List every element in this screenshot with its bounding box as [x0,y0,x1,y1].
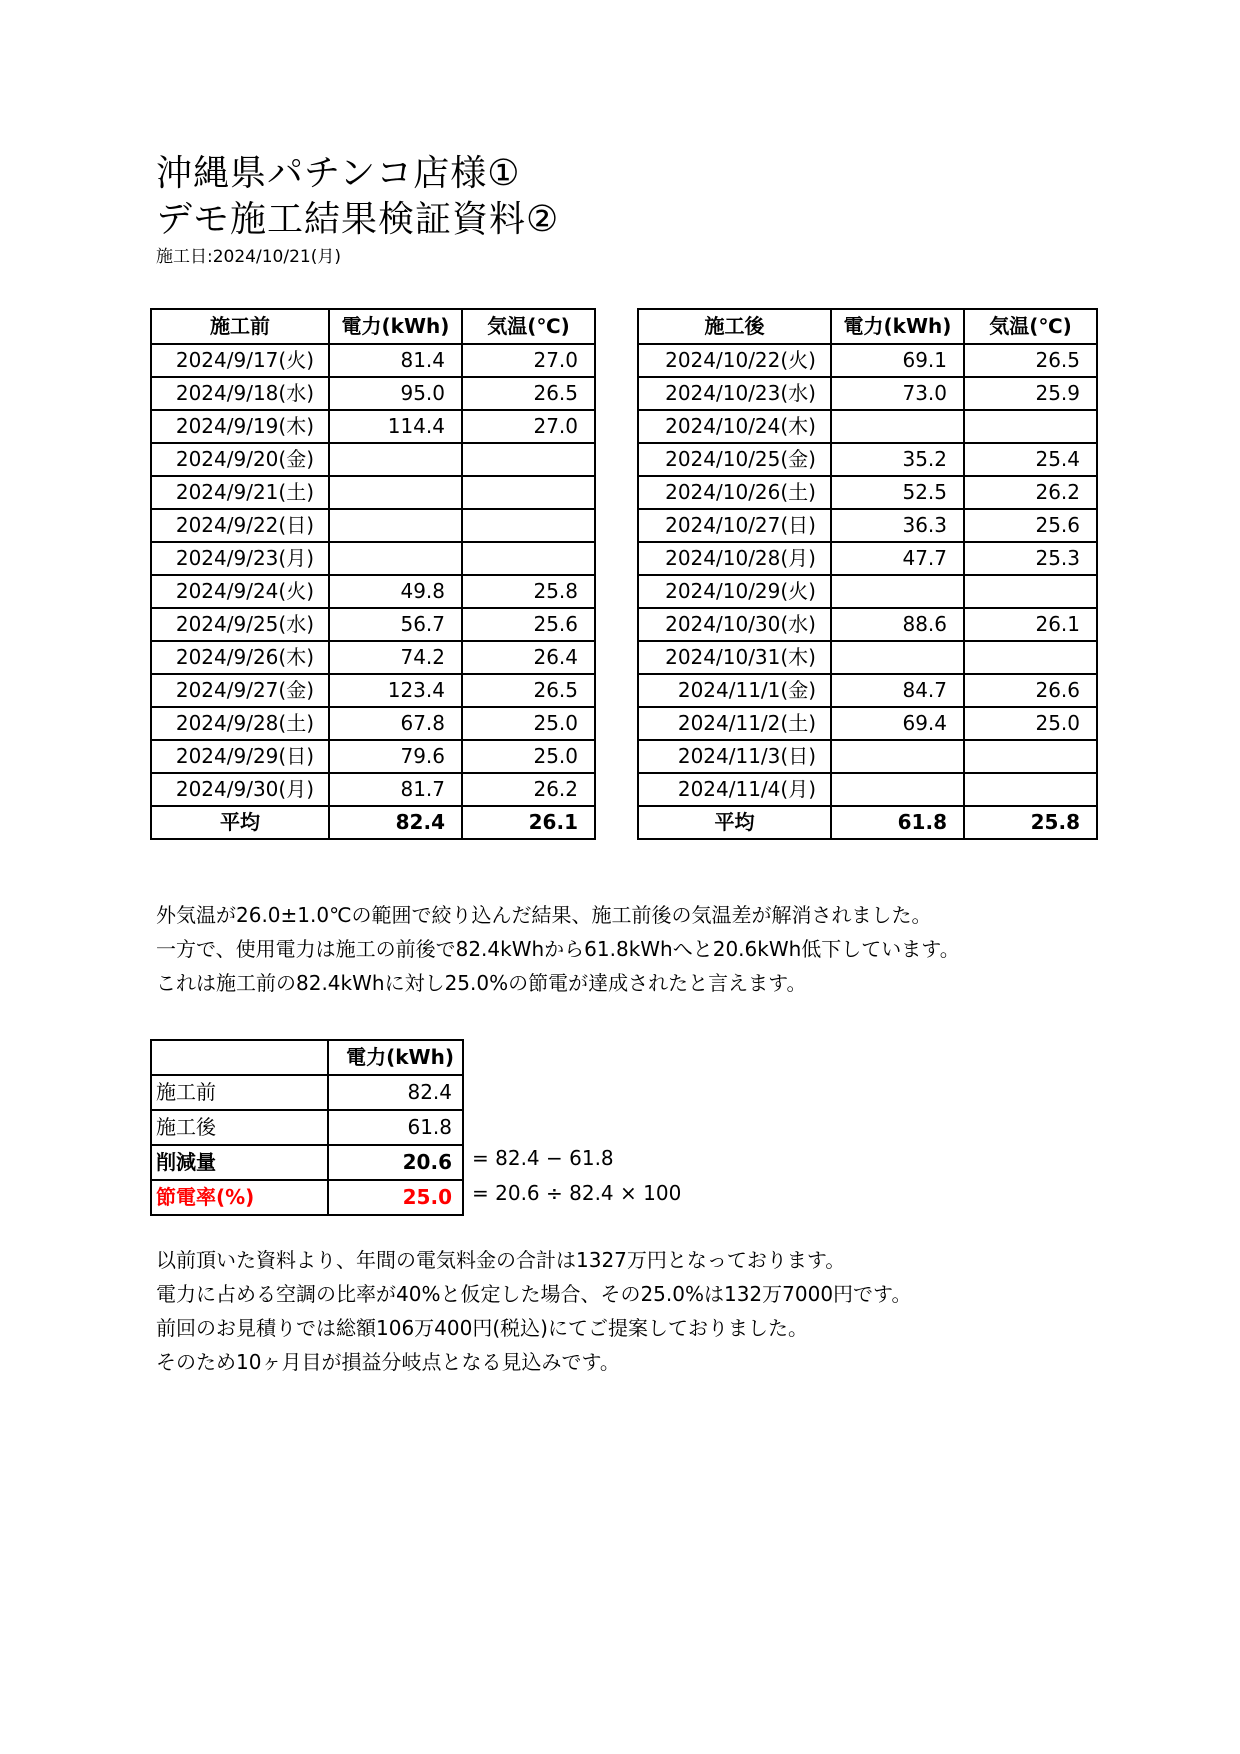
paragraph-line: そのため10ヶ月目が損益分岐点となる見込みです。 [156,1350,620,1374]
table-row [638,410,1097,443]
table-row [638,344,1097,377]
table-row [151,608,595,641]
table-row [151,377,595,410]
table-row [151,443,595,476]
result-paragraph [156,898,960,1000]
summary-table [150,1039,464,1216]
summary-row-after [151,1110,463,1145]
average-power: 82.4 [329,806,462,839]
row-label: 節電率(%) [151,1180,328,1215]
power-cell [831,575,964,608]
date-cell: 2024/11/4(月) [638,773,831,806]
power-cell: 73.0 [831,377,964,410]
temp-cell [964,740,1097,773]
average-temp: 25.8 [964,806,1097,839]
power-cell: 49.8 [329,575,462,608]
table-header-row [638,309,1097,344]
date-cell: 2024/11/2(土) [638,707,831,740]
paragraph-line: 電力に占める空調の比率が40%と仮定した場合、その25.0%は132万7000円です。 [156,1282,912,1306]
row-value: 25.0 [328,1180,463,1215]
power-cell [329,542,462,575]
date-cell: 2024/9/24(火) [151,575,329,608]
table-row [151,509,595,542]
date-cell: 2024/9/26(木) [151,641,329,674]
temp-cell: 25.4 [964,443,1097,476]
average-row [638,806,1097,839]
row-value: 61.8 [328,1110,463,1145]
temp-cell [964,773,1097,806]
date-cell: 2024/10/29(火) [638,575,831,608]
date-cell: 2024/10/23(水) [638,377,831,410]
row-label: 施工前 [151,1075,328,1110]
temp-cell: 27.0 [462,344,595,377]
table-row [151,641,595,674]
table-row [638,542,1097,575]
date-cell: 2024/9/17(火) [151,344,329,377]
power-cell: 81.4 [329,344,462,377]
paragraph-line: これは施工前の82.4kWhに対し25.0%の節電が達成されたと言えます。 [156,971,807,995]
temp-cell: 26.5 [462,674,595,707]
table-row [638,377,1097,410]
power-cell: 69.1 [831,344,964,377]
date-cell: 2024/9/19(木) [151,410,329,443]
temp-cell [964,410,1097,443]
cost-paragraph [156,1243,911,1379]
summary-row-saving-rate [151,1180,463,1215]
date-cell: 2024/10/28(月) [638,542,831,575]
document-title-line2: デモ施工結果検証資料② [156,199,560,240]
row-value: 82.4 [328,1075,463,1110]
power-cell [831,740,964,773]
row-value: 20.6 [328,1145,463,1180]
paragraph-line: 以前頂いた資料より、年間の電気料金の合計は1327万円となっております。 [156,1248,846,1272]
paragraph-line: 一方で、使用電力は施工の前後で82.4kWhから61.8kWhへと20.6kWh低下しています。 [156,937,960,961]
temp-cell: 25.9 [964,377,1097,410]
power-cell: 81.7 [329,773,462,806]
average-temp: 26.1 [462,806,595,839]
paragraph-line: 外気温が26.0±1.0℃の範囲で絞り込んだ結果、施工前後の気温差が解消されました。 [156,903,932,927]
header-blank [151,1040,328,1075]
header-temp: 気温(℃) [462,309,595,344]
table-row [151,707,595,740]
date-cell: 2024/11/3(日) [638,740,831,773]
temp-cell: 25.6 [964,509,1097,542]
temp-cell: 26.1 [964,608,1097,641]
temp-cell: 25.3 [964,542,1097,575]
power-cell: 69.4 [831,707,964,740]
average-label: 平均 [638,806,831,839]
average-row [151,806,595,839]
date-cell: 2024/10/26(土) [638,476,831,509]
power-cell: 52.5 [831,476,964,509]
table-row [638,443,1097,476]
temp-cell: 25.6 [462,608,595,641]
temp-cell [462,542,595,575]
table-row [638,641,1097,674]
header-power: 電力(kWh) [329,309,462,344]
temp-cell [964,641,1097,674]
table-row [638,509,1097,542]
temp-cell: 26.6 [964,674,1097,707]
power-cell: 47.7 [831,542,964,575]
saving-rate-formula: = 20.6 ÷ 82.4 × 100 [472,1181,682,1205]
before-construction-table [150,308,596,840]
temp-cell [964,575,1097,608]
temp-cell: 25.0 [462,740,595,773]
temp-cell: 25.0 [462,707,595,740]
temp-cell [462,509,595,542]
power-cell: 56.7 [329,608,462,641]
date-cell: 2024/9/28(土) [151,707,329,740]
header-power: 電力(kWh) [328,1040,463,1075]
work-date: 施工日:2024/10/21(月) [156,247,341,267]
header-temp: 気温(℃) [964,309,1097,344]
power-cell: 88.6 [831,608,964,641]
power-cell [329,509,462,542]
temp-cell [462,476,595,509]
temp-cell: 26.4 [462,641,595,674]
temp-cell: 26.5 [964,344,1097,377]
document-title-line1: 沖縄県パチンコ店様① [156,153,521,194]
date-cell: 2024/9/30(月) [151,773,329,806]
date-cell: 2024/9/29(日) [151,740,329,773]
table-row [638,674,1097,707]
date-cell: 2024/11/1(金) [638,674,831,707]
table-row [638,476,1097,509]
date-cell: 2024/10/22(火) [638,344,831,377]
temp-cell: 26.2 [964,476,1097,509]
date-cell: 2024/9/21(土) [151,476,329,509]
power-cell [831,773,964,806]
summary-row-before [151,1075,463,1110]
power-cell [329,443,462,476]
table-row [151,542,595,575]
row-label: 削減量 [151,1145,328,1180]
date-cell: 2024/9/20(金) [151,443,329,476]
power-cell: 74.2 [329,641,462,674]
date-cell: 2024/9/27(金) [151,674,329,707]
power-cell [831,641,964,674]
paragraph-line: 前回のお見積りでは総額106万400円(税込)にてご提案しておりました。 [156,1316,808,1340]
temp-cell: 26.5 [462,377,595,410]
temp-cell: 26.2 [462,773,595,806]
power-cell: 67.8 [329,707,462,740]
date-cell: 2024/10/24(木) [638,410,831,443]
power-cell [329,476,462,509]
date-cell: 2024/9/22(日) [151,509,329,542]
temp-cell: 25.8 [462,575,595,608]
header-period: 施工前 [151,309,329,344]
after-construction-table [637,308,1098,840]
header-power: 電力(kWh) [831,309,964,344]
date-cell: 2024/10/27(日) [638,509,831,542]
row-label: 施工後 [151,1110,328,1145]
date-cell: 2024/10/30(水) [638,608,831,641]
temp-cell: 25.0 [964,707,1097,740]
power-cell: 114.4 [329,410,462,443]
table-header-row [151,1040,463,1075]
power-cell: 36.3 [831,509,964,542]
reduction-formula: = 82.4 − 61.8 [472,1146,614,1170]
average-power: 61.8 [831,806,964,839]
table-header-row [151,309,595,344]
power-cell: 79.6 [329,740,462,773]
power-cell: 84.7 [831,674,964,707]
table-row [151,773,595,806]
table-row [638,608,1097,641]
power-cell: 35.2 [831,443,964,476]
date-cell: 2024/10/31(木) [638,641,831,674]
average-label: 平均 [151,806,329,839]
date-cell: 2024/10/25(金) [638,443,831,476]
table-row [638,740,1097,773]
table-row [151,740,595,773]
power-cell [831,410,964,443]
date-cell: 2024/9/25(水) [151,608,329,641]
temp-cell: 27.0 [462,410,595,443]
table-row [151,344,595,377]
date-cell: 2024/9/23(月) [151,542,329,575]
summary-row-reduction [151,1145,463,1180]
table-row [151,476,595,509]
power-cell: 95.0 [329,377,462,410]
power-cell: 123.4 [329,674,462,707]
table-row [638,773,1097,806]
header-period: 施工後 [638,309,831,344]
table-row [151,674,595,707]
temp-cell [462,443,595,476]
table-row [151,410,595,443]
table-row [151,575,595,608]
table-row [638,575,1097,608]
table-row [638,707,1097,740]
date-cell: 2024/9/18(水) [151,377,329,410]
